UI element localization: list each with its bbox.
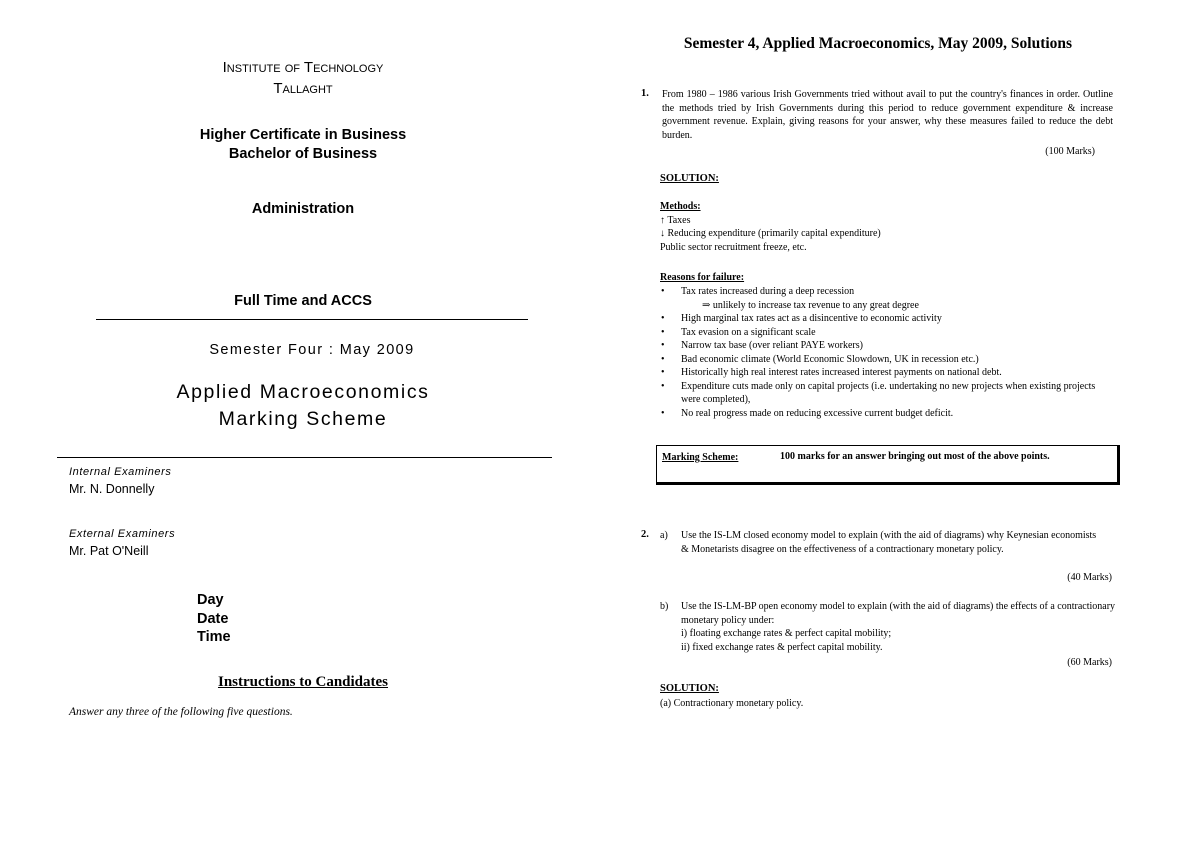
time-label: Time	[197, 629, 231, 645]
solution-2a-text: (a) Contractionary monetary policy.	[660, 698, 804, 709]
solution-2-label: SOLUTION:	[660, 683, 719, 694]
divider-rule	[57, 457, 552, 458]
question-1-text: From 1980 – 1986 various Irish Governments tried without avail to put the country's finances in order. Outline the methods tried by Irish Governments during this period to reduce government expenditure & increase government revenue. Explain, giving reasons for your answer, why these measures failed to reduce the debt burden.	[662, 89, 1113, 141]
external-examiners	[69, 526, 175, 560]
question-2b-label: b)	[660, 601, 669, 612]
internal-examiners-name: Mr. N. Donnelly	[69, 482, 155, 496]
question-2-number: 2.	[641, 529, 649, 540]
marking-scheme-label: Marking Scheme:	[662, 452, 739, 463]
reason-item: • No real progress made on reducing excessive current budget deficit.	[660, 407, 1114, 421]
question-2a-marks: (40 Marks)	[1067, 572, 1112, 583]
date-label: Date	[197, 610, 229, 627]
programme-titles	[150, 126, 456, 164]
day-label: Day	[197, 592, 224, 608]
methods-section	[660, 200, 881, 254]
institute-name	[150, 57, 456, 99]
reason-item: • Bad economic climate (World Economic Slowdown, UK in recession etc.)	[660, 353, 1114, 367]
divider-rule	[96, 319, 528, 320]
reason-item: • Tax evasion on a significant scale	[660, 326, 1114, 340]
marking-scheme-text: 100 marks for an answer bringing out most of the above points.	[780, 451, 1050, 462]
solution-1-label: SOLUTION:	[660, 173, 719, 184]
internal-examiners-label: Internal Examiners	[69, 466, 172, 478]
study-mode: Full Time and ACCS	[234, 293, 372, 309]
internal-examiners	[69, 464, 172, 498]
question-2a-label: a)	[660, 530, 668, 541]
solutions-title: Semester 4, Applied Macroeconomics, May 2009, Solutions	[683, 35, 1073, 52]
programme-1: Higher Certificate in Business	[199, 127, 407, 143]
subject-line-2: Marking Scheme	[218, 408, 388, 430]
reason-item: • Tax rates increased during a deep recession	[660, 285, 1114, 299]
semester-line: Semester Four : May 2009	[209, 342, 415, 358]
exam-schedule	[197, 591, 231, 647]
external-examiners-label: External Examiners	[69, 528, 176, 540]
reason-subitem: ⇒ unlikely to increase tax revenue to any great degree	[702, 299, 919, 311]
method-item: ↓ Reducing expenditure (primarily capital expenditure)	[660, 228, 881, 239]
institute-line-1: Institute of Technology	[222, 59, 384, 76]
question-2b-text	[681, 600, 1121, 654]
question-2b-i: i) floating exchange rates & perfect capital mobility;	[681, 628, 892, 639]
instructions-text: Answer any three of the following five questions.	[69, 706, 293, 718]
question-2b-body: Use the IS-LM-BP open economy model to explain (with the aid of diagrams) the effects of a contractionary monetary policy under:	[681, 601, 1116, 626]
reason-item: • Expenditure cuts made only on capital projects (i.e. undertaking no new projects when existing projects were completed),	[660, 380, 1114, 407]
programme-2: Bachelor of Business	[228, 146, 378, 162]
question-1-number: 1.	[641, 88, 649, 99]
instructions-heading: Instructions to Candidates	[217, 674, 389, 690]
reason-item: • Historically high real interest rates increased interest payments on national debt.	[660, 366, 1114, 380]
department: Administration	[251, 201, 355, 217]
question-2a-text: Use the IS-LM closed economy model to explain (with the aid of diagrams) why Keynesian economists & Monetarists disagree on the effectiveness of a contractionary monetary policy.	[681, 530, 1097, 555]
question-2b-ii: ii) fixed exchange rates & perfect capital mobility.	[681, 641, 883, 653]
reason-item: • High marginal tax rates act as a disincentive to economic activity	[660, 312, 1114, 326]
question-1-marks: (100 Marks)	[1045, 146, 1095, 157]
method-item: ↑ Taxes	[660, 214, 691, 226]
methods-heading: Methods:	[660, 201, 701, 212]
external-examiners-name: Mr. Pat O'Neill	[69, 544, 149, 558]
subject-line-1: Applied Macroeconomics	[176, 381, 430, 403]
method-item: Public sector recruitment freeze, etc.	[660, 241, 807, 253]
reasons-heading: Reasons for failure:	[660, 272, 745, 283]
institute-line-2: Tallaght	[273, 80, 333, 97]
question-2b-marks: (60 Marks)	[1067, 657, 1112, 668]
reasons-list	[660, 285, 1114, 420]
subject-title	[96, 379, 510, 433]
reason-item: • Narrow tax base (over reliant PAYE workers)	[660, 339, 1114, 353]
